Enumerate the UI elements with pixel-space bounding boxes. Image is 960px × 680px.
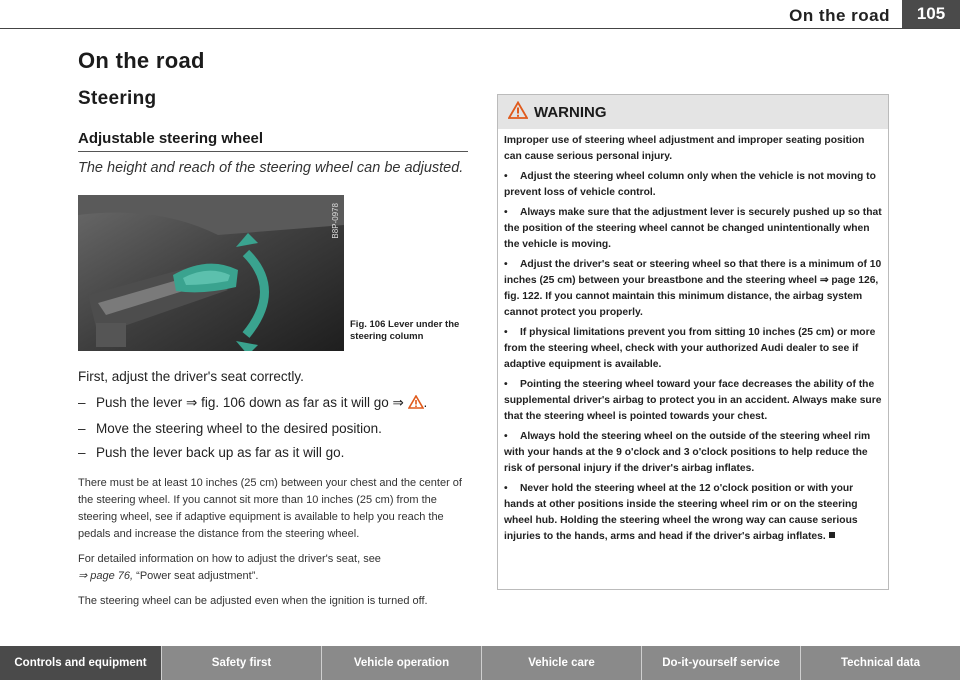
distance-paragraph: There must be at least 10 inches (25 cm) between your chest and the center of the steering wheel. If you cannot sit more than 10 inches (25 cm) from the steering wheel, see if adaptive equipment is available to help you reach the pedals and increase the distance from the steering wheel. xyxy=(78,477,462,540)
seat-reference-paragraph xyxy=(78,551,468,585)
ignition-paragraph: The steering wheel can be adjusted even when the ignition is turned off. xyxy=(78,595,428,607)
tab-vehicle-operation[interactable]: Vehicle operation xyxy=(322,646,482,680)
running-head: On the road xyxy=(789,6,890,25)
warning-item: • Never hold the steering wheel at the 12 o'clock position or with your hands at other positions inside the steering wheel rim or on the steering wheel hub. Holding the steering wheel the wrong way can cause serious injuries to the hands, arms and head if the driver's airbag inflates. xyxy=(504,483,858,542)
warning-box xyxy=(497,94,889,590)
step-item xyxy=(78,417,468,441)
figure-caption: Fig. 106 Lever under the steering column xyxy=(350,319,460,342)
intro-text: The height and reach of the steering wheel can be adjusted. xyxy=(78,160,464,176)
warning-item: • Always make sure that the adjustment lever is securely pushed up so that the position of the steering wheel cannot be changed unintentionally when the vehicle is moving. xyxy=(504,207,882,250)
warning-label: WARNING xyxy=(534,103,607,121)
footer-nav xyxy=(0,646,960,680)
steering-lever-photo xyxy=(78,195,344,351)
top-rule xyxy=(0,28,960,29)
steps-list xyxy=(78,391,468,465)
page-reference-link[interactable]: ⇒ page 76, xyxy=(78,570,134,582)
tab-controls-and-equipment[interactable]: Controls and equipment xyxy=(0,646,162,680)
step-text: Push the lever ⇒ fig. 106 down as far as it will go ⇒ xyxy=(96,395,404,410)
page-number: 105 xyxy=(902,0,960,28)
tab-do-it-yourself-service[interactable]: Do-it-yourself service xyxy=(642,646,801,680)
step-text: Push the lever back up as far as it will go. xyxy=(96,445,345,460)
step-dash: – xyxy=(78,445,86,460)
step-dash: – xyxy=(78,395,86,410)
step-text: Move the steering wheel to the desired position. xyxy=(96,421,382,436)
warning-triangle-icon xyxy=(508,101,528,124)
end-of-section-icon xyxy=(829,532,835,538)
warning-body xyxy=(498,129,888,545)
first-instruction: First, adjust the driver's seat correctly. xyxy=(78,369,304,384)
warning-item: • Adjust the steering wheel column only when the vehicle is not moving to prevent loss of vehicle control. xyxy=(504,171,876,198)
tab-safety-first[interactable]: Safety first xyxy=(162,646,322,680)
step-item: – Push the lever ⇒ fig. 106 down as far as it will go ⇒ . xyxy=(78,391,468,417)
left-column xyxy=(78,48,468,610)
section-subtitle: Steering xyxy=(78,88,157,109)
tab-technical-data[interactable]: Technical data xyxy=(801,646,960,680)
warning-item: • Adjust the driver's seat or steering wheel so that there is a minimum of 10 inches (25 cm) between your breastbone and the steering wheel ⇒ page 126, fig. 122. If you cannot maintain this minimum distance, the airbag system cannot protect you properly. xyxy=(504,259,882,318)
section-heading: Adjustable steering wheel xyxy=(78,130,468,152)
figure-code: B8P-0978 xyxy=(331,203,340,239)
seat-reference-prefix: For detailed information on how to adjust the driver's seat, see xyxy=(78,553,381,565)
tab-vehicle-care[interactable]: Vehicle care xyxy=(482,646,642,680)
warning-item: • Pointing the steering wheel toward your face decreases the ability of the supplemental driver's airbag to protect you in an accident. Always make sure that the steering wheel is pointed towards your chest. xyxy=(504,379,882,422)
warning-lead: Improper use of steering wheel adjustment and improper seating position can cause serious personal injury. xyxy=(504,135,865,162)
figure xyxy=(78,195,468,351)
warning-item: • If physical limitations prevent you from sitting 10 inches (25 cm) or more from the steering wheel, check with your authorized Audi dealer to see if adaptive equipment is available. xyxy=(504,327,876,370)
section-title: On the road xyxy=(78,48,205,73)
warning-triangle-icon xyxy=(408,393,424,417)
seat-reference-suffix: “Power seat adjustment”. xyxy=(136,570,259,582)
warning-item: • Always hold the steering wheel on the outside of the steering wheel rim with your hands at the 9 o'clock and 3 o'clock positions to help reduce the risk of personal injury if the driver's airbag inflates. xyxy=(504,431,871,474)
step-dash: – xyxy=(78,421,86,436)
warning-header xyxy=(498,95,888,129)
step-item xyxy=(78,441,468,465)
